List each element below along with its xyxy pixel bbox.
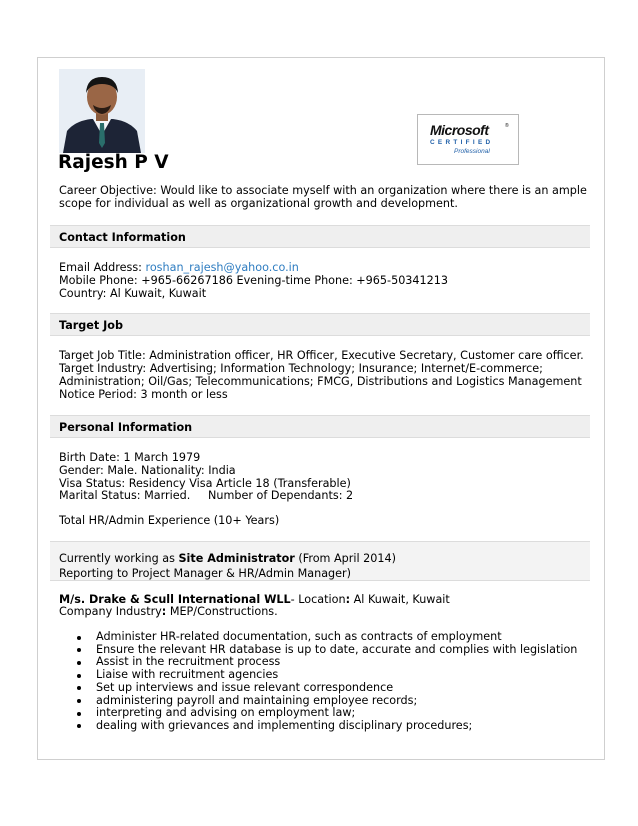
employer-name: M/s. Drake & Scull International WLL bbox=[59, 593, 291, 606]
career-objective-line-1: Career Objective: Would like to associate myself with an organization where there is an ample bbox=[59, 184, 587, 197]
microsoft-certified-logo bbox=[417, 114, 519, 165]
visa-status: Visa Status: Residency Visa Article 18 (Transferable) bbox=[59, 477, 351, 490]
list-item: administering payroll and maintaining employee records; bbox=[59, 695, 577, 708]
candidate-name: Rajesh P V bbox=[58, 152, 169, 173]
badge-brand: Microsoft bbox=[430, 122, 489, 138]
email-link[interactable]: roshan_rajesh@yahoo.co.in bbox=[145, 261, 299, 274]
company-industry-line: Company Industry: MEP/Constructions. bbox=[59, 605, 278, 618]
target-industry-cont: Administration; Oil/Gas; Telecommunications; FMCG, Distributions and Logistics Management bbox=[59, 375, 582, 388]
duties-list bbox=[59, 631, 577, 733]
gender-nationality: Gender: Male. Nationality: India bbox=[59, 464, 236, 477]
badge-level: Professional bbox=[454, 148, 490, 155]
current-role-title: Site Administrator bbox=[178, 552, 295, 565]
career-objective-line-2: scope for individual as well as organizational growth and development. bbox=[59, 197, 458, 210]
email-label: Email Address: bbox=[59, 261, 146, 274]
section-personal-information bbox=[50, 415, 590, 438]
notice-period: Notice Period: 3 month or less bbox=[59, 388, 228, 401]
employer-line: M/s. Drake & Scull International WLL- Location: Al Kuwait, Kuwait bbox=[59, 593, 450, 606]
list-item: Ensure the relevant HR database is up to date, accurate and complies with legislation bbox=[59, 644, 577, 657]
reporting-line: Reporting to Project Manager & HR/Admin Manager) bbox=[59, 567, 352, 580]
badge-registered-mark: ® bbox=[505, 123, 509, 129]
marital-status: Marital Status: Married. Number of Dependants: 2 bbox=[59, 489, 354, 502]
company-industry: MEP/Constructions. bbox=[166, 605, 278, 618]
target-industry: Target Industry: Advertising; Information Technology; Insurance; Internet/E-commerce; bbox=[59, 362, 543, 375]
list-item: Administer HR-related documentation, such as contracts of employment bbox=[59, 631, 577, 644]
profile-photo bbox=[59, 69, 145, 153]
birth-date: Birth Date: 1 March 1979 bbox=[59, 451, 201, 464]
section-heading: Personal Information bbox=[59, 421, 193, 434]
list-item: interpreting and advising on employment law; bbox=[59, 707, 577, 720]
list-item: Liaise with recruitment agencies bbox=[59, 669, 577, 682]
list-item: Set up interviews and issue relevant correspondence bbox=[59, 682, 577, 695]
badge-certified: CERTIFIED bbox=[430, 139, 494, 146]
section-heading: Contact Information bbox=[59, 231, 186, 244]
employer-location: Al Kuwait, Kuwait bbox=[350, 593, 450, 606]
total-experience: Total HR/Admin Experience (10+ Years) bbox=[59, 514, 280, 527]
section-contact-information bbox=[50, 225, 590, 248]
section-target-job bbox=[50, 313, 590, 336]
email-line bbox=[59, 262, 299, 275]
list-item: Assist in the recruitment process bbox=[59, 656, 577, 669]
country-line: Country: Al Kuwait, Kuwait bbox=[59, 287, 207, 300]
target-job-title: Target Job Title: Administration officer, HR Officer, Executive Secretary, Customer care officer. bbox=[59, 349, 584, 362]
list-item: dealing with grievances and implementing disciplinary procedures; bbox=[59, 720, 577, 733]
current-role-line: Currently working as Site Administrator (From April 2014) bbox=[59, 552, 396, 565]
phone-line: Mobile Phone: +965-66267186 Evening-time Phone: +965-50341213 bbox=[59, 274, 449, 287]
current-role-box bbox=[50, 541, 590, 581]
section-heading: Target Job bbox=[59, 319, 123, 332]
